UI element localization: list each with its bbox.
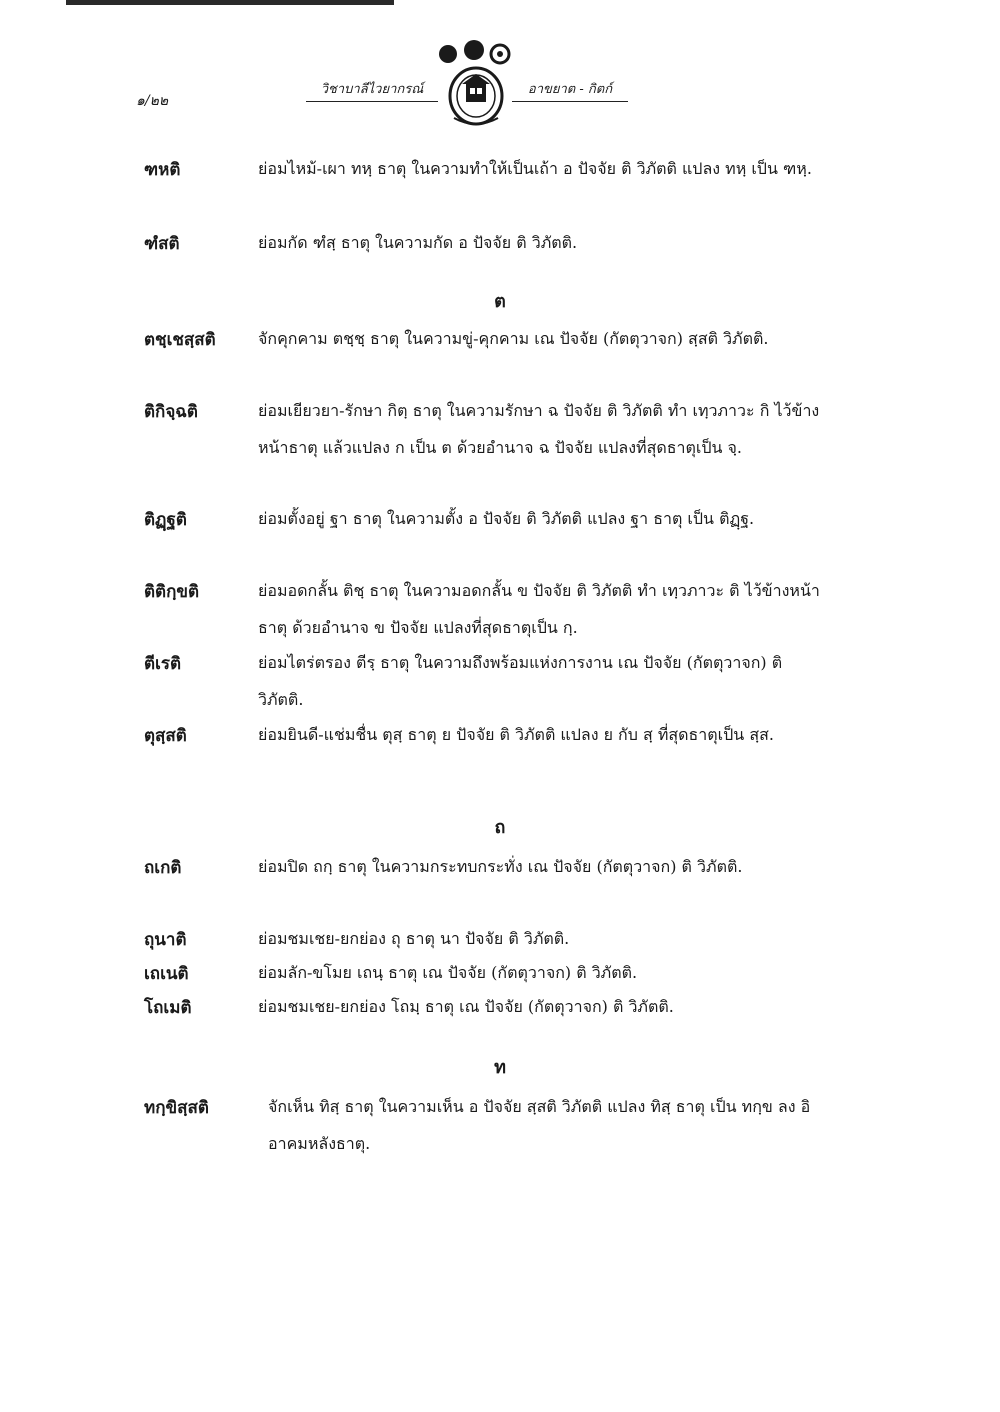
entry-term: ตุสฺสติ <box>144 726 187 746</box>
top-edge-bar <box>66 0 394 5</box>
entry-definition: ย่อมกัด ฑํสฺ ธาตุ ในความกัด อ ปัจจัย ติ วิภัตติ. <box>258 233 578 252</box>
section-heading-tho: ท <box>494 1057 506 1078</box>
entry-definition: ย่อมชมเชย-ยกย่อง โถมฺ ธาตุ เณ ปัจจัย (กัตตุวาจก) ติ วิภัตติ. <box>258 997 674 1016</box>
entry-definition: ย่อมตั้งอยู่ ฐา ธาตุ ในความตั้ง อ ปัจจัย ติ วิภัตติ แปลง ฐา ธาตุ เป็น ติฏฺฐ. <box>258 509 755 528</box>
entry-term: ถุนาติ <box>144 930 187 950</box>
entry-definition: ย่อมชมเชย-ยกย่อง ถุ ธาตุ นา ปัจจัย ติ วิภัตติ. <box>258 929 570 948</box>
entry-definition: ย่อมอดกลั้น ติชฺ ธาตุ ในความอดกลั้น ข ปัจจัย ติ วิภัตติ ทำ เทฺวภาวะ ติ ไว้ข้างหน้าธาตุ ด้วยอำนาจ ข ปัจจัย แปลงที่สุดธาตุเป็น กฺ. <box>258 581 820 637</box>
school-seal-icon <box>432 40 520 132</box>
entry-term: ฑํสติ <box>144 234 180 254</box>
entry-term: ติกิจฺฉติ <box>144 402 198 422</box>
page-number: ๑/๒๒ <box>136 93 169 109</box>
entry-term: โถเมติ <box>144 998 192 1018</box>
entry-term: ตีเรติ <box>144 654 182 674</box>
section-heading-tha: ถ <box>494 817 506 838</box>
entry-definition: ย่อมยินดี-แช่มชื่น ตุสฺ ธาตุ ย ปัจจัย ติ วิภัตติ แปลง ย กับ สฺ ที่สุดธาตุเป็น สฺส. <box>258 725 774 744</box>
entry-definition: ย่อมลัก-ขโมย เถนฺ ธาตุ เณ ปัจจัย (กัตตุวาจก) ติ วิภัตติ. <box>258 963 638 982</box>
header-left-title: วิชาบาลีไวยากรณ์ <box>306 78 438 102</box>
entry-term: ฑหติ <box>144 160 181 180</box>
entry-term: ทกฺขิสฺสติ <box>144 1098 209 1118</box>
entry-term: ถเกติ <box>144 858 182 878</box>
entry-term: ติติกฺขติ <box>144 582 200 602</box>
entry-definition: ย่อมไหม้-เผา ทหฺ ธาตุ ในความทำให้เป็นเถ้า อ ปัจจัย ติ วิภัตติ แปลง ทหฺ เป็น ฑหฺ. <box>258 159 812 178</box>
header-right-title: อาขยาต - กิตก์ <box>512 78 628 102</box>
entry-definition: จักคุกคาม ตชฺชฺ ธาตุ ในความขู่-คุกคาม เณ ปัจจัย (กัตตุวาจก) สฺสติ วิภัตติ. <box>258 329 769 348</box>
page-header <box>0 40 1000 140</box>
entry-definition: จักเห็น ทิสฺ ธาตุ ในความเห็น อ ปัจจัย สฺสติ วิภัตติ แปลง ทิสฺ ธาตุ เป็น ทกฺข ลง อิ อาคมหลังธาตุ. <box>268 1097 811 1153</box>
entry-definition: ย่อมปิด ถกฺ ธาตุ ในความกระทบกระทั่ง เณ ปัจจัย (กัตตุวาจก) ติ วิภัตติ. <box>258 857 743 876</box>
entry-term: เถเนติ <box>144 964 189 984</box>
entry-term: ตชฺเชสฺสติ <box>144 330 216 350</box>
entry-term: ติฏฺฐติ <box>144 510 187 530</box>
entry-definition: ย่อมไตร่ตรอง ตีรฺ ธาตุ ในความถึงพร้อมแห่งการงาน เณ ปัจจัย (กัตตุวาจก) ติ วิภัตติ. <box>258 653 783 709</box>
entry-definition: ย่อมเยียวยา-รักษา กิตฺ ธาตุ ในความรักษา ฉ ปัจจัย ติ วิภัตติ ทำ เทฺวภาวะ กิ ไว้ข้างหน้าธาตุ แล้วแปลง ก เป็น ต ด้วยอำนาจ ฉ ปัจจัย แปลงที่สุดธาตุเป็น จฺ. <box>258 401 820 457</box>
section-heading-ta: ต <box>494 291 506 312</box>
